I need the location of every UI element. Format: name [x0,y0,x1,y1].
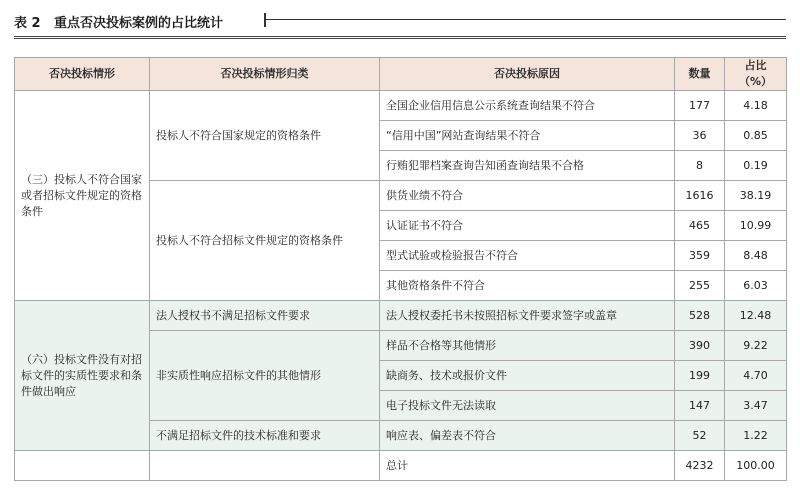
top-divider [14,36,786,39]
reason-cell: 全国企业信用信息公示系统查询结果不符合 [380,91,675,121]
percent-cell: 6.03 [725,271,787,301]
table-caption [14,10,786,30]
total-count: 4232 [675,451,725,481]
percent-cell: 10.99 [725,211,787,241]
count-cell: 390 [675,331,725,361]
reason-cell: 缺商务、技术或报价文件 [380,361,675,391]
table-row [15,91,787,121]
count-cell: 36 [675,121,725,151]
count-cell: 8 [675,151,725,181]
table-number: 表 2 [14,16,41,31]
reason-cell: 供货业绩不符合 [380,181,675,211]
percent-cell: 4.70 [725,361,787,391]
category-cell: 不满足招标文件的技术标准和要求 [150,421,380,451]
header-count: 数量 [675,58,725,91]
table-row [15,301,787,331]
total-row [15,451,787,481]
category-cell: 法人授权书不满足招标文件要求 [150,301,380,331]
percent-cell: 12.48 [725,301,787,331]
header-situation: 否决投标情形 [15,58,150,91]
count-cell: 528 [675,301,725,331]
percent-cell: 0.85 [725,121,787,151]
category-cell: 投标人不符合招标文件规定的资格条件 [150,181,380,301]
reason-cell: 响应表、偏差表不符合 [380,421,675,451]
percent-cell: 8.48 [725,241,787,271]
reason-cell: 其他资格条件不符合 [380,271,675,301]
header-category: 否决投标情形归类 [150,58,380,91]
reason-cell: 型式试验或检验报告不符合 [380,241,675,271]
table-title: 重点否决投标案例的占比统计 [54,16,224,31]
reason-cell: 样品不合格等其他情形 [380,331,675,361]
reason-cell: 电子投标文件无法读取 [380,391,675,421]
situation-cell: （三）投标人不符合国家或者招标文件规定的资格条件 [15,91,150,301]
count-cell: 147 [675,391,725,421]
total-empty-cell [15,451,150,481]
percent-cell: 0.19 [725,151,787,181]
percent-cell: 3.47 [725,391,787,421]
count-cell: 177 [675,91,725,121]
percent-cell: 38.19 [725,181,787,211]
caption-rule-line [266,19,786,20]
percent-cell: 9.22 [725,331,787,361]
situation-cell: （六）投标文件没有对招标文件的实质性要求和条件做出响应 [15,301,150,451]
header-percent: 占比（%） [725,58,787,91]
total-label: 总计 [380,451,675,481]
total-empty-cell [150,451,380,481]
caption-rule-tick [264,13,266,27]
percent-cell: 4.18 [725,91,787,121]
total-percent: 100.00 [725,451,787,481]
header-reason: 否决投标原因 [380,58,675,91]
reason-cell: 认证证书不符合 [380,211,675,241]
category-cell: 非实质性响应招标文件的其他情形 [150,331,380,421]
reason-cell: 行贿犯罪档案查询告知函查询结果不合格 [380,151,675,181]
percent-cell: 1.22 [725,421,787,451]
header-row [15,58,787,91]
count-cell: 52 [675,421,725,451]
reason-cell: “信用中国”网站查询结果不符合 [380,121,675,151]
count-cell: 199 [675,361,725,391]
category-cell: 投标人不符合国家规定的资格条件 [150,91,380,181]
reason-cell: 法人授权委托书未按照招标文件要求签字或盖章 [380,301,675,331]
count-cell: 359 [675,241,725,271]
count-cell: 255 [675,271,725,301]
statistics-table [14,57,787,481]
count-cell: 1616 [675,181,725,211]
count-cell: 465 [675,211,725,241]
